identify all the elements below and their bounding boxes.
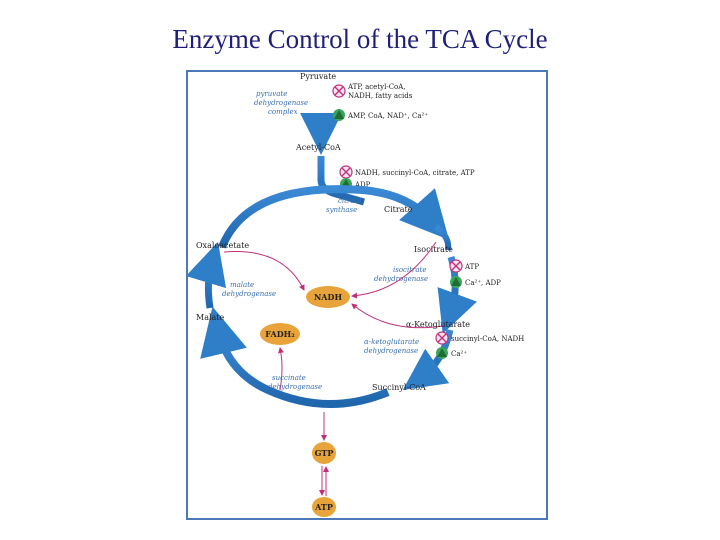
akgdh-enzyme-line2: dehydrogenase (364, 347, 419, 355)
pyruvate-label: Pyruvate (300, 72, 337, 81)
cycle-arc-succinylcoa-malate (218, 330, 388, 404)
fadh2-oval (260, 323, 300, 345)
pdh-enzyme-line2: dehydrogenase (254, 99, 309, 107)
tca-cycle-svg (188, 72, 546, 518)
atp-label: ATP (315, 502, 333, 512)
idh-enzyme-line2: dehydrogenase (374, 275, 429, 283)
circled-x-icon (450, 260, 462, 272)
cs-inhibitors: NADH, succinyl-CoA, citrate, ATP (355, 169, 475, 177)
circled-x-icon (436, 332, 448, 344)
malate-dh-line1: malate (230, 281, 255, 289)
nadh-oval (306, 286, 350, 308)
circled-x-icon (333, 85, 345, 97)
cycle-arc-oaa-citrate (222, 189, 433, 247)
pdh-inhibitors-line1: ATP, acetyl-CoA, (348, 83, 406, 91)
citrate-synthase-line2: synthase (326, 206, 358, 214)
equilibrium-arrows (322, 466, 326, 496)
acetyl-coa-entry-arrow (321, 156, 364, 202)
malate-dh-line2: dehydrogenase (222, 290, 277, 298)
akgdh-inhibitors: succinyl-CoA, NADH (451, 335, 525, 343)
akgdh-activators: Ca²⁺ (451, 350, 468, 358)
nadh-label: NADH (313, 292, 343, 302)
tca-cycle-diagram (186, 70, 548, 520)
atp-oval (312, 497, 336, 517)
pdh-enzyme-line1: pyruvate (256, 90, 288, 98)
idh-activators: Ca²⁺, ADP (465, 279, 501, 287)
green-triangle-icon (450, 276, 462, 288)
pdh-inhibitors-line2: NADH, fatty acids (348, 92, 413, 100)
pdh-enzyme-line3: complex (268, 108, 298, 116)
idh-inhibitors: ATP (465, 263, 480, 271)
cycle-arc-malate-oaa (208, 262, 212, 308)
idh-enzyme-line1: isocitrate (393, 266, 427, 274)
oxaloacetate-label: Oxaloacetate (196, 241, 250, 250)
citrate-synthase-line1: citrate (338, 197, 362, 205)
isocitrate-label: Isocitrate (414, 245, 453, 254)
malate-label: Malate (196, 313, 225, 322)
succinate-dh-line2: dehydrogenase (268, 383, 323, 391)
succinate-dh-line1: succinate (272, 374, 306, 382)
gtp-oval (312, 442, 336, 464)
succinyl-coa-label: Succinyl-CoA (372, 383, 426, 392)
citrate-label: Citrate (384, 205, 413, 214)
pdh-activators: AMP, CoA, NAD⁺, Ca²⁺ (348, 112, 429, 120)
akg-label: α-Ketoglutarate (406, 320, 470, 329)
akgdh-enzyme-line1: α-ketoglutarate (364, 338, 420, 346)
fadh2-label: FADH₂ (265, 329, 295, 339)
cs-activators: ADP (355, 181, 371, 189)
circled-x-icon (340, 166, 352, 178)
green-triangle-icon (333, 109, 345, 121)
slide-title: Enzyme Control of the TCA Cycle (172, 24, 548, 54)
acetyl-coa-label: Acetyl-CoA (296, 143, 341, 152)
gtp-label: GTP (314, 448, 334, 458)
green-triangle-icon (436, 347, 448, 359)
